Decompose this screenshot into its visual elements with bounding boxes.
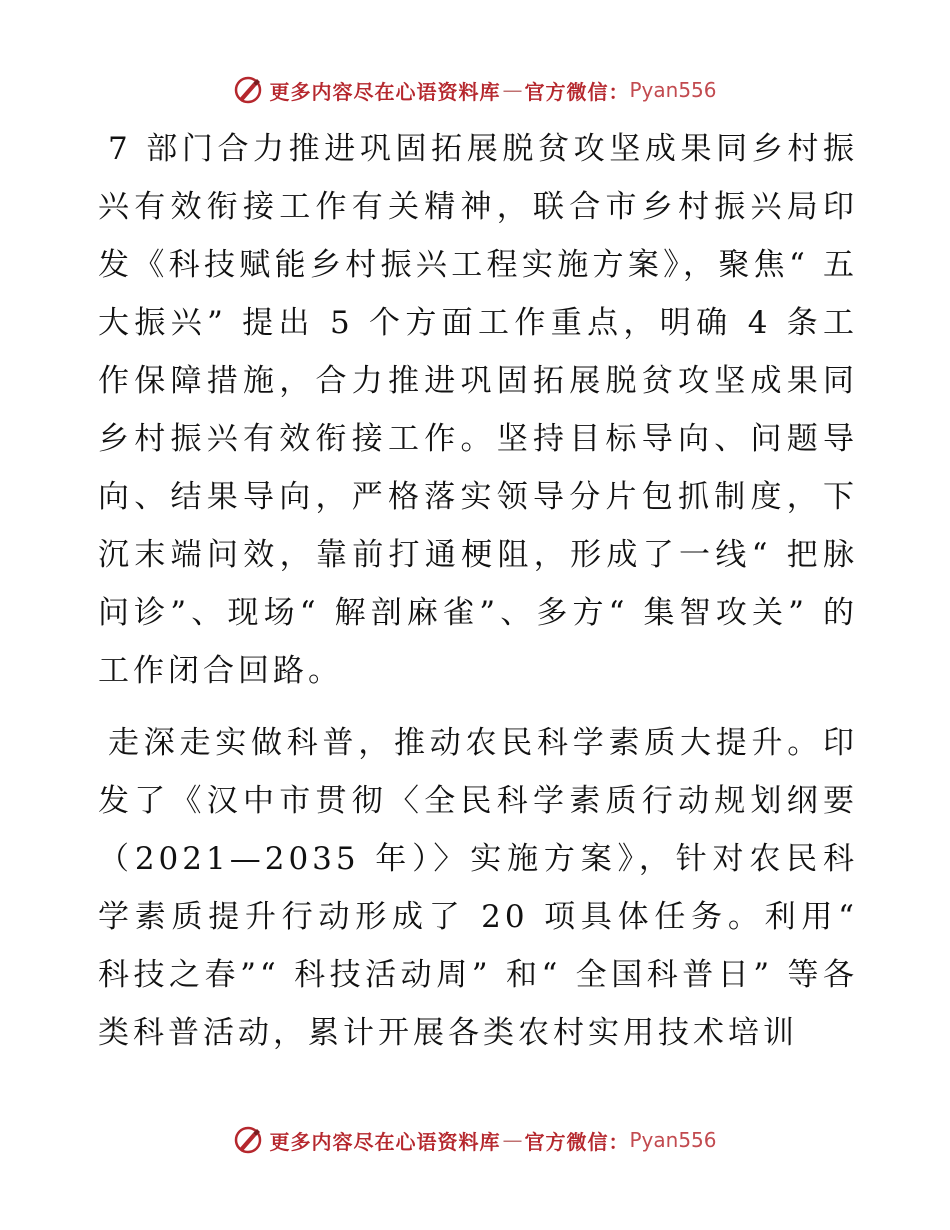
banner-separator: — — [502, 78, 523, 102]
header-watermark-banner — [0, 70, 950, 110]
pen-logo-icon — [233, 1125, 263, 1155]
banner-contact-label: 官方微信： — [524, 1129, 630, 1154]
paragraph: 7 部门合力推进巩固拓展脱贫攻坚成果同乡村振兴有效衔接工作有关精神，联合市乡村振兴局印发《科技赋能乡村振兴工程实施方案》，聚焦“ 五大振兴” 提出 5 个方面工作重点，明确 4 条工作保障措施，合力推进巩固拓展脱贫攻坚成果同乡村振兴有效衔接工作。坚持目标导向、问题导向、结果导向，严格落实领导分片包抓制度，下沉末端问效，靠前打通梗阻，形成了一线“ 把脉问诊”、现场“ 解剖麻雀”、多方“ 集智攻关” 的工作闭合回路。 — [98, 131, 858, 689]
banner-main-text: 更多内容尽在心语资料库 — [269, 79, 501, 104]
banner-wechat-handle: Pyan556 — [629, 1128, 717, 1152]
footer-watermark-banner — [0, 1120, 950, 1160]
pen-logo-icon — [233, 75, 263, 105]
paragraph: 走深走实做科普，推动农民科学素质大提升。印发了《汉中市贯彻〈全民科学素质行动规划纲要（2021—2035 年）〉实施方案》，针对农民科学素质提升行动形成了 20 项具体任务。利用“ 科技之春”“ 科技活动周” 和“ 全国科普日” 等各类科普活动，累计开展各类农村实用技术培训 — [98, 725, 858, 1051]
banner-contact-label: 官方微信： — [524, 79, 630, 104]
banner-main-text: 更多内容尽在心语资料库 — [269, 1129, 501, 1154]
document-body — [98, 120, 858, 1062]
banner-separator: — — [502, 1128, 523, 1152]
banner-wechat-handle: Pyan556 — [629, 78, 717, 102]
